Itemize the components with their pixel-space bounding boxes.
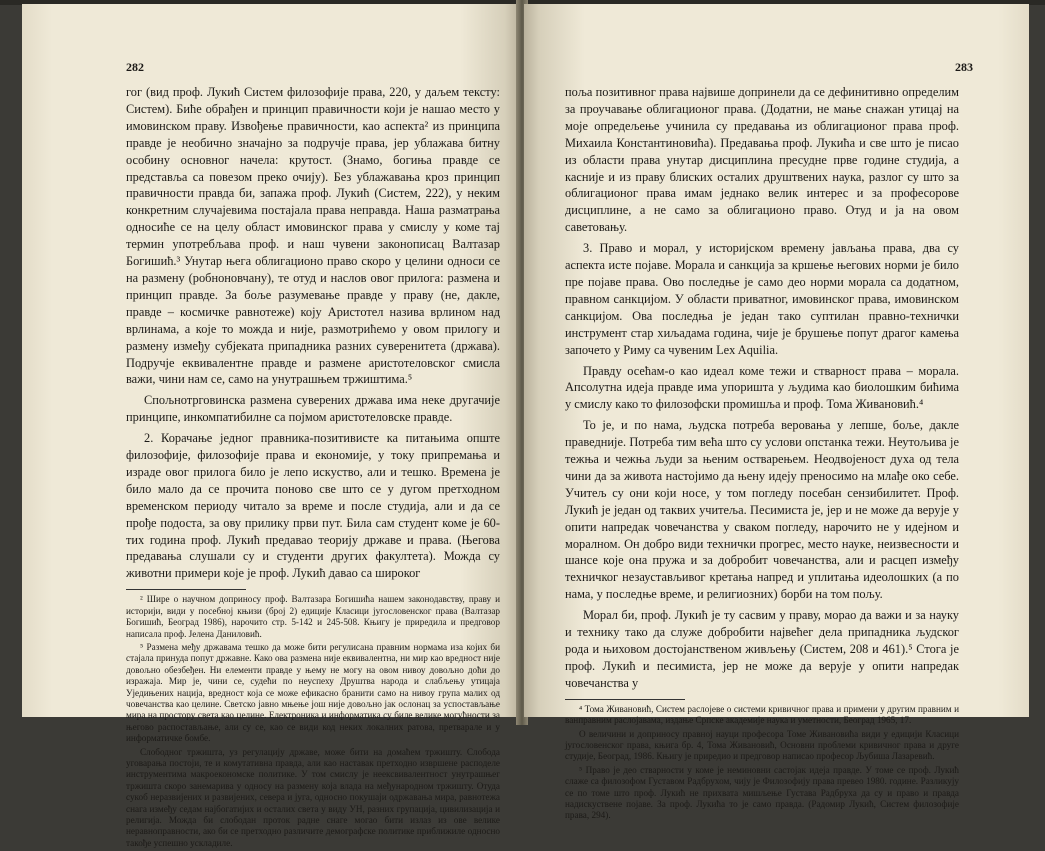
paragraph: 3. Право и морал, у историјском времену јављања права, два су аспекта исте појаве. Морала и санкција за кршење његових норми је било пре појаве права. Ово последње је само део норми морала са додатном, правном санкцијом. У области приватног, имовинског права, имовинском санкцијом. Ова последња је један тако суптилан правно-технички инструмент стар хиљадама година, чије је брушење попут драгог камења започето у Риму са чувеним Lex Aquilia.: [565, 241, 959, 357]
right-page: [524, 4, 1029, 821]
footnote: ⁴ Тома Живановић, Систем раслојеве о системи кривичног права и примени у другим правним и ванправним раслојавама, издање Српске академије наука и уметности, Београд 1965, 17.: [565, 703, 959, 726]
page-number: 283: [955, 60, 973, 74]
paragraph: 2. Корачање једног правника-позитивисте ка питањима опште филозофије, филозофије права и економије, у току припремања и израде овог прилога било је лепо искуство, али и тешко. Времена је било мало да се прочита поново све што се у дугом претходном временском периоду читало за време и после студија, али и да се прође подоста, за ову прилику први пут. Била сам студент коме је 60-тих година проф. Лукић предавао теорију државе и права. (Његова предавања слушали су и студенти других факултета). Можда су животни примери које је проф. Лукић давао са широког: [126, 431, 500, 581]
footnotes: [126, 594, 500, 849]
left-page: [22, 4, 520, 848]
paragraph: Спољнотрговинска размена суверених држава има неке другачије принципе, инкомпатибилне са појмом аристотеловске правде.: [126, 393, 500, 425]
footnote: ⁵ Право је део стварности у коме је неминовни састојак идеја правде. У томе се проф. Лукић слаже са филозофом Густавом Радбрухом, чију је Филозофију права превео 1980. године. Разликују се по томе што проф. Лукић не прихвата мишљење Густава Радбруха да су и право и правда надискуствене појаве. За проф. Лукића то је само правда. (Радомир Лукић, Систем филозофије права, 294).: [565, 764, 959, 821]
footnote-rule: [126, 589, 246, 590]
footnote: ² Шире о научном доприносу проф. Валтазара Богишића нашем законодавству, праву и историји, види у посебној књизи (број 2) едиције Класици југословенског права (Валтазар Богишић, Београд 1986), нарочито стр. 5-142 и 245-508. Књигу је приредила и предговор написала проф. Јелена Даниловић.: [126, 594, 500, 639]
page-number: 282: [126, 60, 144, 74]
paragraph: гог (вид проф. Лукић Систем филозофије права, 220, у даљем тексту: Систем). Биће обрађен и принцип правичности који је нашао место у имовинском праву. Извођење правичности, као аспекта² из принципа правде је необично значајно за подручје права, јер ублажава битну особину основног начела: крутост. (Знамо, богиња правде се представља са повезом преко очију). Без ублажавања кроз принцип правичности правда би, запажа проф. Лукић (Систем, 222), у неким конкретним случајевима постајала права неправда. Наша разматрања односиће се на целу област имовинског права у смислу у коме тај термин употребљава проф. и наш чувени законописац Валтазар Богишић.³ Унутар њега облигационо право скоро у целини односи се на размену (робноновчану), те отуд и наслов овог прилога: размена и принцип правде. За боље разумевање правде у праву (не, дакле, правде – космичке равнотеже) коју Аристотел назива врлином над врлинама, а које то можда и није, размотрићемо у овом прилогу и размену између субјеката припадника разних суверенитета (држава). Подручје еквивалентне правде и размене аристотеловског смисла важи, чини нам се, само на унутрашњем тржиштима.⁵: [126, 85, 500, 387]
page-body: [565, 84, 959, 824]
paragraph: То је, и по нама, људска потреба веровања у лепше, боље, дакле праведније. Потреба тим већа што су услови опстанка тежи. Неутољива је тежња и чежња људи за њеним остварењем. Неодвојеност духа од тела чини да за живота настојимо да њену идеју преносимо на млађе око себе. Учитељ су они који носе, у том погледу посебан сензибилитет. Проф. Лукић је један од таквих учитеља. Песимиста је, јер и не може да верује у опити напредак човечанства у сваком погледу, нарочито не у идејном и моралном. Он добро види технички прогрес, место науке, неизвесности и шансе које она пружа и за добробит човечанства, али и расцеп између техничког незаустављивог кретања напред и уплитања идеолошких (а по нама, у последње време, и религиозних) борби на том пољу.: [565, 418, 959, 602]
footnote: Слободног тржишта, уз регулацију државе, може бити на домаћем тржишту. Слобода уговарања постоји, те и комутативна правда, али као наставак претходно извршене расподеле инструментима макроекономске политике. У том смислу је неексвивалентност унутрашњег тржишта скоро занемарива у односу на размену која влада на међународном тржишту. Отуда сукоб неразвијених и развијених, севера и југа, односно покушаји одржавања мира, равнотежа снага између седам најбогатијих и осталих света у виду УН, разних групација, цивилизација и религија. Можда би слободан проток радне снаге могао бити излаз из ове велике неравноправности, ако би се претходно различите демографске политике приближиле односно такође успешно ускладиле.: [126, 746, 500, 848]
paragraph: Правду осећам-о као идеал коме тежи и стварност права – морала. Апсолутна идеја правде има упоришта у људима као биолошким бићима у смислу како то филозофски промишља и проф. Тома Живановић.⁴: [565, 363, 959, 412]
paragraph: поља позитивног права највише допринели да се дефинитивно определим за проучавање облигационог права. (Додатни, не мање снажан утицај на моје опредељење учинила су предавања из облигационог права проф. Михаила Константиновића). Предавања проф. Лукића и све што је писао из области права унутар дисциплина пресудне прве године студија, а касније и из праву блиских осталих друштвених наука, разлог су што за облигационог права имам једнако велик интерес и за професорове дисциплине, а не само за облигационо право. Отуд и ја на овом саветовању.: [565, 85, 959, 235]
page-body: [126, 84, 500, 851]
footnote-rule: [565, 699, 685, 700]
footnotes: [565, 704, 959, 822]
paragraph: Морал би, проф. Лукић је ту сасвим у праву, морао да важи и за науку и технику тако да служе добробити највећег дела припадника људског рода и њиховом достојанственом живљењу (Систем, 208 и 461).⁵ Стога је проф. Лукић и песимиста, јер не може да верује у опити напредак човечанства у: [565, 608, 959, 690]
footnote: О величини и доприносу правној науци професора Томе Живановића види у едицији Класици југословенског права, књига бр. 4, Тома Живановић, Основни проблеми кривичног права и друге студије, Београд, 1986. Књигу је приредио и предговор написао професор Љубиша Лазаревић.: [565, 728, 959, 762]
footnote: ⁵ Размена међу државама тешко да може бити регулисана правним нормама иза којих би стајала принуда попут државне. Како ова размена није еквивалентна, ни мир као вредност није довољно обезбеђен. Ни елементи правде у њему не могу на овом нивоу довољно доћи до изражаја. Мир је, чини се, судећи по неуспеху Друштва народа и слабљењу утицаја Уједињених нација, вредност која се може ефикасно бранити само на нивоу група малих од човечанства као целине. Светско јавно мњење још није довољно јак ослонац за успостављање мира на простору света као целине. Електроника и информатика су биле велике могућности за његово распостављање, али су се, као се види код неких локалних ратова, претварале и у информатичке бомбе.: [126, 641, 500, 744]
